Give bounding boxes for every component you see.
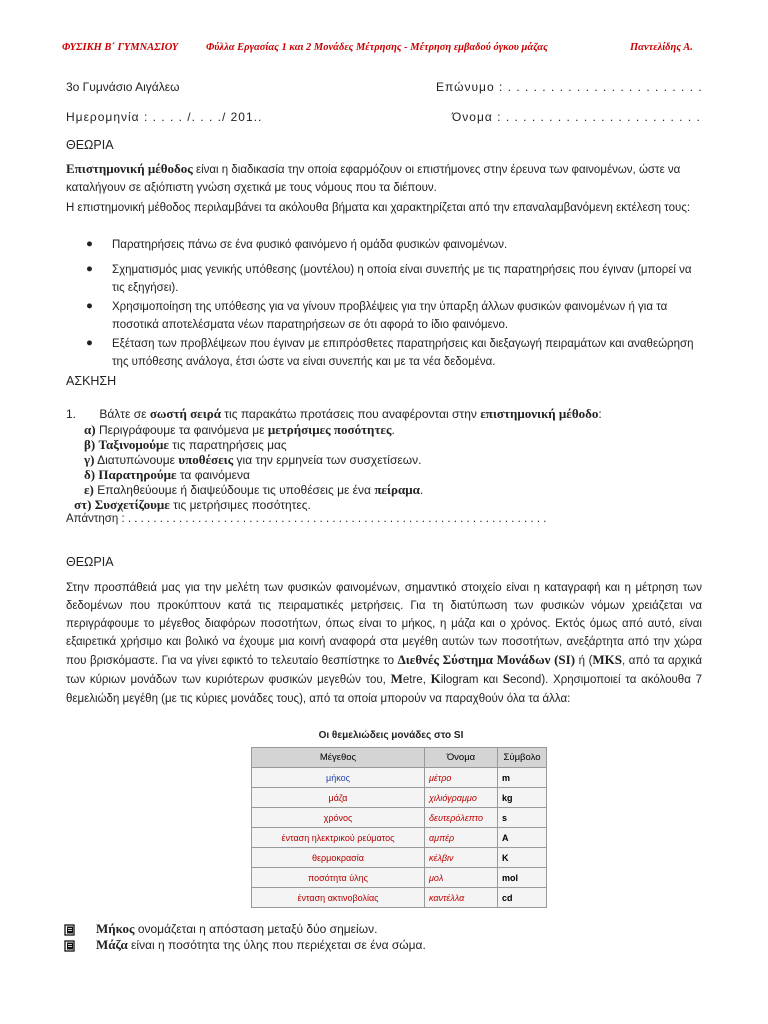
bullet-item-4: Εξέταση των προβλέψεων που έγιναν με επιπρόσθετες παρατηρήσεις και διεξαγωγή πειραμάτων και αναθεώρηση της υπόθεσης ανάλογα, έτσι ώστε να είναι συνεπής και με τα νέα δεδομένα. — [112, 338, 694, 368]
bullet-item-3: Χρησιμοποίηση της υπόθεσης για να γίνουν προβλέψεις για την ύπαρξη άλλων φυσικών φαινομένων ή για τα ποσοτικά αποτελέσματα νέων παρατηρήσεων σε ότι αφορά το ίδιο φαινόμενο. — [112, 301, 668, 331]
cell-unit-name: μέτρο — [425, 768, 498, 788]
header-symbol: Σύμβολο — [498, 748, 547, 768]
exercise-item-e: ε) Επαληθεύουμε ή διαψεύδουμε τις υποθέσεις με ένα πείραμα. — [84, 482, 424, 497]
steps-intro: Η επιστημονική μέθοδος περιλαμβάνει τα ακόλουθα βήματα και χαρακτηρίζεται από την επαναλαμβανόμενη εκτέλεση τους: — [66, 202, 691, 214]
book-bullet-icon — [64, 940, 76, 952]
cell-symbol: s — [498, 808, 547, 828]
cell-symbol: mol — [498, 868, 547, 888]
school-name: 3ο Γυμνάσιο Αιγάλεω — [66, 80, 180, 94]
table-row — [252, 868, 547, 888]
table-row — [252, 808, 547, 828]
cell-unit-name: αμπέρ — [425, 828, 498, 848]
book-bullet-icon — [64, 924, 76, 936]
cell-unit-name: χιλιόγραμμο — [425, 788, 498, 808]
exercise-item-st: στ) Συσχετίζουμε τις μετρήσιμες ποσότητες. — [74, 497, 311, 512]
table-row — [252, 788, 547, 808]
exercise-item-d: δ) Παρατηρούμε τα φαινόμενα — [84, 467, 250, 482]
cell-symbol: cd — [498, 888, 547, 908]
cell-unit-name: δευτερόλεπτο — [425, 808, 498, 828]
bullet-dot: ● — [86, 238, 93, 250]
theory-heading-1: ΘΕΩΡΙΑ — [66, 138, 114, 152]
cell-quantity[interactable]: ένταση ηλεκτρικού ρεύματος — [252, 828, 425, 848]
exercise-item-b: β) Ταξινομούμε τις παρατηρήσεις μας — [84, 437, 287, 452]
header-quantity: Μέγεθος — [252, 748, 425, 768]
bullet-item-2: Σχηματισμός μιας γενικής υπόθεσης (μοντέλου) η οποία είναι συνεπής με τις παρατηρήσεις που έγιναν (μπορεί να τις εξηγήσει). — [112, 264, 692, 294]
name-field[interactable]: Όνομα : . . . . . . . . . . . . . . . . . . . . . . . — [452, 110, 701, 124]
cell-quantity[interactable]: ένταση ακτινοβολίας — [252, 888, 425, 908]
scientific-method-intro: Επιστημονική μέθοδος είναι η διαδικασία την οποία εφαρμόζουν οι επιστήμονες στην έρευνα των φαινομένων, ώστε να καταλήγουν σε αξιόπιστη γνώση σχετικά με τους νόμους που τα διέπουν. — [66, 161, 681, 194]
cell-quantity[interactable]: μήκος — [252, 768, 425, 788]
si-paragraph: Στην προσπάθειά μας για την μελέτη των φυσικών φαινομένων, σημαντικό στοιχείο είναι η καταγραφή και η μέτρηση των δεδομένων που προκύπτουν κατά τις πειραματικές μετρήσεις. Για τη διατύπωση των φυσικών νόμων χρειάζεται να περιγράφουμε το μέγεθος διαφόρων ποσοτήτων, όπως είναι το μήκος, η μάζα και ο χρόνος. Εκτός όμως από αυτό, είναι εξαιρετικά χρήσιμο και βολικό να έχουμε μια κοινή αναφορά στα μεγέθη αυτών των ποσοτήτων, ανεξάρτητα από την χώρα που βρισκόμαστε. Για να γίνει εφικτό το τελευταίο θεσπίστηκε το Διεθνές Σύστημα Μονάδων (SI) ή (MKS, από τα αρχικά των κύριων μονάδων των κυριότερων φυσικών μεγεθών του, Metre, Kilogram και Second). Χρησιμοποιεί τα ακόλουθα 7 θεμελιώδη μεγέθη (με τις κύριες μονάδες τους), από τα οποία μπορούν να παραχθούν όλα τα άλλα: — [66, 582, 702, 705]
theory-heading-2: ΘΕΩΡΙΑ — [66, 555, 114, 569]
header-name: Όνομα — [425, 748, 498, 768]
exercise-heading: ΑΣΚΗΣΗ — [66, 374, 117, 388]
definition-mass: Μάζα είναι η ποσότητα της ύλης που περιέχεται σε ένα σώμα. — [96, 937, 426, 952]
cell-quantity[interactable]: ποσότητα ύλης — [252, 868, 425, 888]
cell-quantity[interactable]: θερμοκρασία — [252, 848, 425, 868]
answer-field[interactable]: Απάντηση : . . . . . . . . . . . . . . . . . . . . . . . . . . . . . . . . . . . . . . . . . . . . . . . . . . . . . . . . . . . . . . . . . . — [66, 513, 547, 525]
exercise-item-c: γ) Διατυπώνουμε υποθέσεις για την ερμηνεία των συσχετίσεων. — [84, 452, 422, 467]
table-row — [252, 828, 547, 848]
cell-unit-name: μολ — [425, 868, 498, 888]
header-author: Παντελίδης Α. — [630, 42, 693, 53]
table-row — [252, 848, 547, 868]
header-title: Φύλλα Εργασίας 1 και 2 Μονάδες Μέτρησης - Μέτρηση εμβαδού όγκου μάζας — [206, 42, 548, 53]
cell-unit-name: κέλβιν — [425, 848, 498, 868]
definition-length: Μήκος ονομάζεται η απόσταση μεταξύ δύο σημείων. — [96, 921, 378, 936]
question-1: 1. Βάλτε σε σωστή σειρά τις παρακάτω προτάσεις που αναφέρονται στην επιστημονική μέθοδο: — [66, 406, 602, 421]
cell-quantity[interactable]: μάζα — [252, 788, 425, 808]
table-row — [252, 888, 547, 908]
header-subject: ΦΥΣΙΚΗ Β΄ ΓΥΜΝΑΣΙΟΥ — [62, 42, 179, 53]
cell-symbol: K — [498, 848, 547, 868]
bullet-item-1: Παρατηρήσεις πάνω σε ένα φυσικό φαινόμενο ή ομάδα φυσικών φαινομένων. — [112, 239, 508, 251]
si-units-table — [251, 747, 547, 908]
si-table-caption: Οι θεμελιώδεις μονάδες στο SI — [318, 730, 464, 741]
cell-quantity[interactable]: χρόνος — [252, 808, 425, 828]
date-field[interactable]: Ημερομηνία : . . . . /. . . ./ 201.. — [66, 110, 263, 124]
cell-symbol: A — [498, 828, 547, 848]
bullet-dot: ● — [86, 263, 93, 275]
intro-bold: Επιστημονική μέθοδος — [66, 161, 193, 176]
exercise-item-a: α) Περιγράφουμε τα φαινόμενα με μετρήσιμες ποσότητες. — [84, 422, 395, 437]
cell-unit-name: καντέλλα — [425, 888, 498, 908]
table-row — [252, 768, 547, 788]
cell-symbol: kg — [498, 788, 547, 808]
cell-symbol: m — [498, 768, 547, 788]
bullet-dot: ● — [86, 337, 93, 349]
table-header-row — [252, 748, 547, 768]
surname-field[interactable]: Επώνυμο : . . . . . . . . . . . . . . . . . . . . . . . — [436, 80, 703, 94]
bullet-dot: ● — [86, 300, 93, 312]
